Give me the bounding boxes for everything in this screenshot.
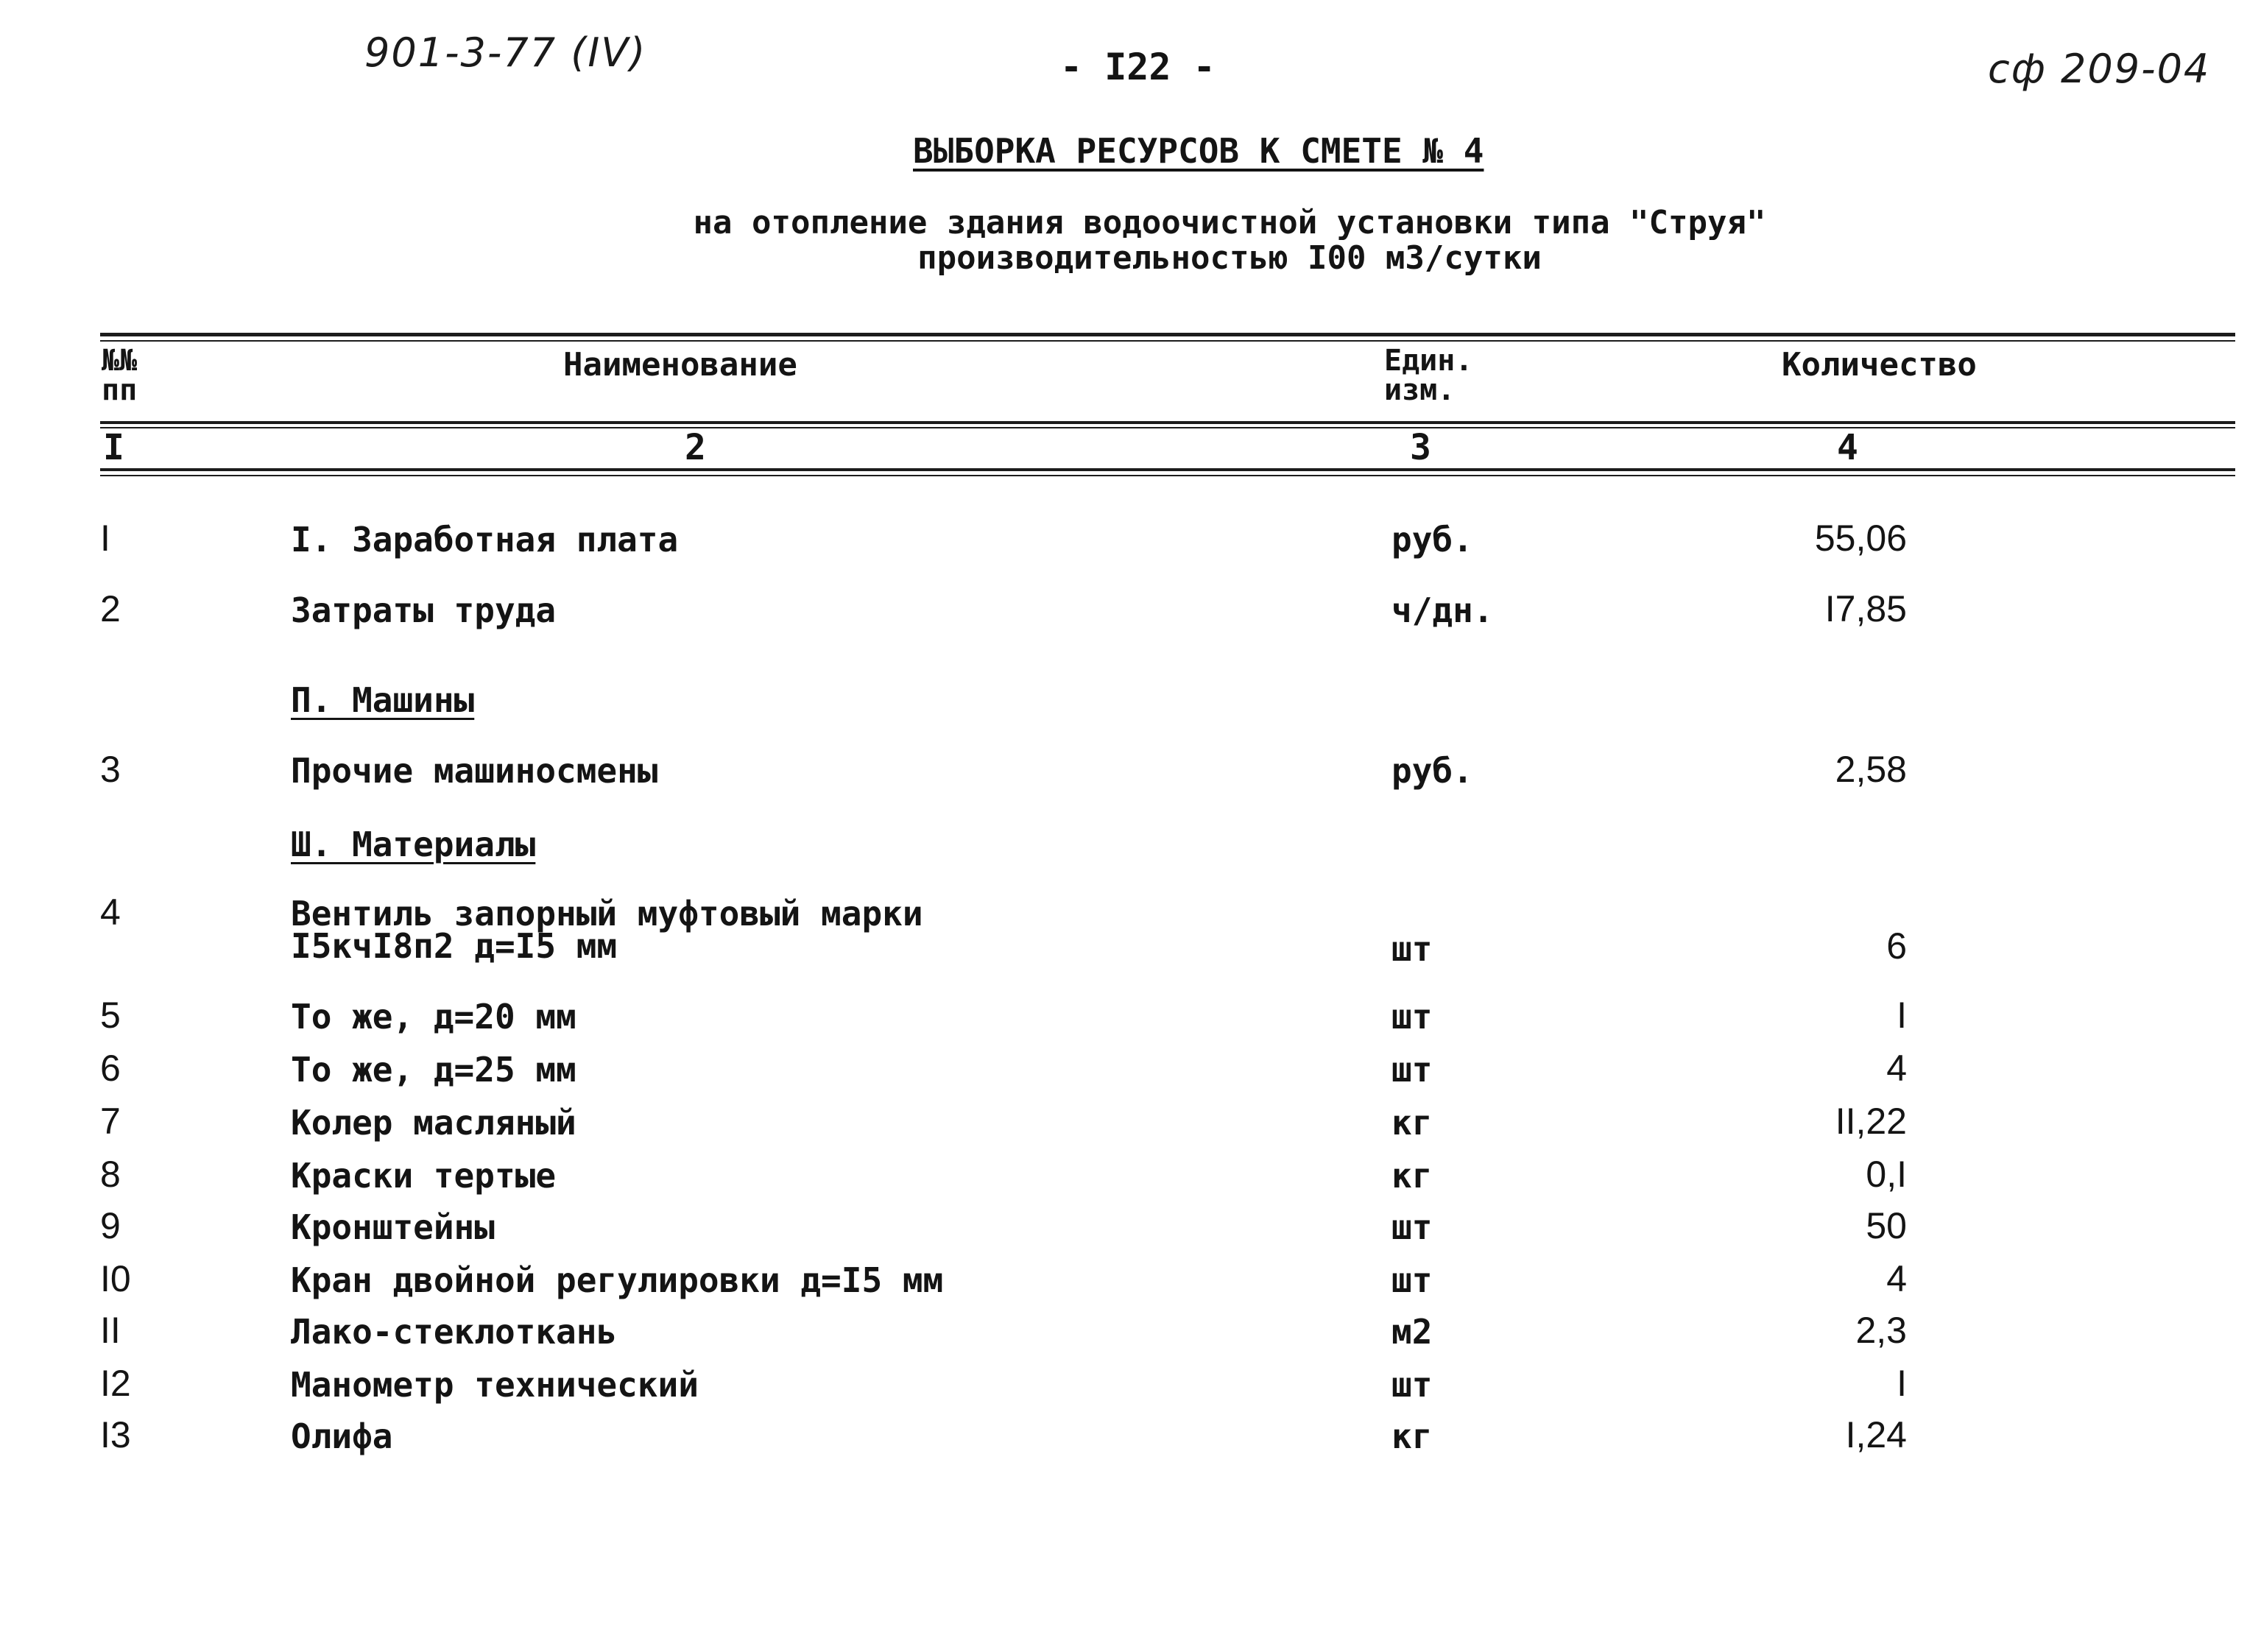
row-name: Манометр технический: [291, 1365, 699, 1405]
row-unit: кг: [1391, 1416, 1433, 1456]
column-number-4: 4: [1837, 427, 1858, 468]
row-unit: шт: [1391, 1260, 1433, 1300]
row-qty: 2,58: [1835, 749, 1907, 790]
row-name: Олифа: [291, 1416, 393, 1456]
row-number: 6: [100, 1048, 121, 1089]
column-number-2: 2: [685, 427, 706, 468]
row-unit: руб.: [1391, 751, 1473, 791]
section-heading-machines: П. Машины: [291, 680, 475, 720]
row-qty: 2,3: [1855, 1310, 1907, 1351]
row-qty: I,24: [1845, 1414, 1907, 1455]
row-qty: II,22: [1835, 1101, 1907, 1142]
row-unit: шт: [1391, 1365, 1433, 1405]
header-divider-rule: [100, 421, 2235, 424]
row-number: 3: [100, 749, 121, 790]
row-name-line-1: Вентиль запорный муфтовый марки: [291, 894, 923, 933]
subtitle-line-1: на отопление здания водоочистной установки типа "Струя": [693, 204, 1766, 241]
row-number: I: [100, 518, 110, 559]
header-name: Наименование: [563, 346, 797, 384]
row-name: То же, д=25 мм: [291, 1050, 576, 1090]
header-qty: Количество: [1782, 346, 1977, 384]
row-name: Колер масляный: [291, 1103, 576, 1143]
row-number: 8: [100, 1154, 121, 1195]
row-name: Краски тертые: [291, 1156, 557, 1196]
header-divider-rule-inner: [100, 427, 2235, 428]
row-unit: ч/дн.: [1391, 590, 1494, 630]
row-qty: 0,I: [1866, 1154, 1907, 1195]
table-top-rule-inner: [100, 340, 2235, 342]
subtitle-line-2: производительностью I00 м3/сутки: [917, 239, 1542, 277]
row-number: I0: [100, 1258, 131, 1299]
header-unit: Един. изм.: [1384, 344, 1473, 407]
section-heading-materials: Ш. Материалы: [291, 825, 536, 864]
row-name: Кронштейны: [291, 1207, 495, 1247]
row-number: 5: [100, 995, 121, 1036]
row-number: I3: [100, 1414, 131, 1455]
row-number: 9: [100, 1205, 121, 1246]
column-number-3: 3: [1410, 427, 1431, 468]
row-name: I. Заработная плата: [291, 520, 679, 560]
row-number: I2: [100, 1363, 131, 1404]
row-qty: 6: [1886, 925, 1907, 967]
column-number-rule: [100, 468, 2235, 471]
document-code: 901-3-77 (IV): [364, 29, 647, 76]
column-number-rule-inner: [100, 475, 2235, 476]
row-qty: 50: [1866, 1205, 1907, 1246]
table-top-rule: [100, 333, 2235, 336]
row-unit: шт: [1391, 1050, 1433, 1090]
sheet-code: сф 209-04: [1988, 46, 2211, 92]
row-unit: шт: [1391, 929, 1433, 969]
row-name: Затраты труда: [291, 590, 557, 630]
row-number: 2: [100, 588, 121, 629]
row-qty: I: [1897, 1363, 1907, 1404]
row-number: II: [100, 1310, 121, 1351]
page-number: - I22 -: [1060, 46, 1216, 88]
row-qty: 4: [1886, 1048, 1907, 1089]
row-number: 4: [100, 892, 121, 933]
row-name: Кран двойной регулировки д=I5 мм: [291, 1260, 944, 1300]
row-name: То же, д=20 мм: [291, 997, 576, 1037]
document-title: ВЫБОРКА РЕСУРСОВ К СМЕТЕ № 4: [913, 131, 1484, 171]
row-unit: кг: [1391, 1103, 1433, 1143]
row-unit: шт: [1391, 997, 1433, 1037]
row-name-line-2: I5кчI8п2 д=I5 мм: [291, 926, 618, 966]
header-num: №№ пп: [102, 344, 138, 407]
column-number-1: I: [103, 427, 124, 468]
row-unit: кг: [1391, 1156, 1433, 1196]
row-unit: руб.: [1391, 520, 1473, 560]
row-qty: I: [1897, 995, 1907, 1036]
row-qty: I7,85: [1824, 588, 1907, 629]
row-qty: 55,06: [1814, 518, 1907, 559]
row-number: 7: [100, 1101, 121, 1142]
row-name: Прочие машиносмены: [291, 751, 658, 791]
row-unit: шт: [1391, 1207, 1433, 1247]
row-qty: 4: [1886, 1258, 1907, 1299]
row-name: Лако-стеклоткань: [291, 1312, 618, 1352]
row-unit: м2: [1391, 1312, 1433, 1352]
